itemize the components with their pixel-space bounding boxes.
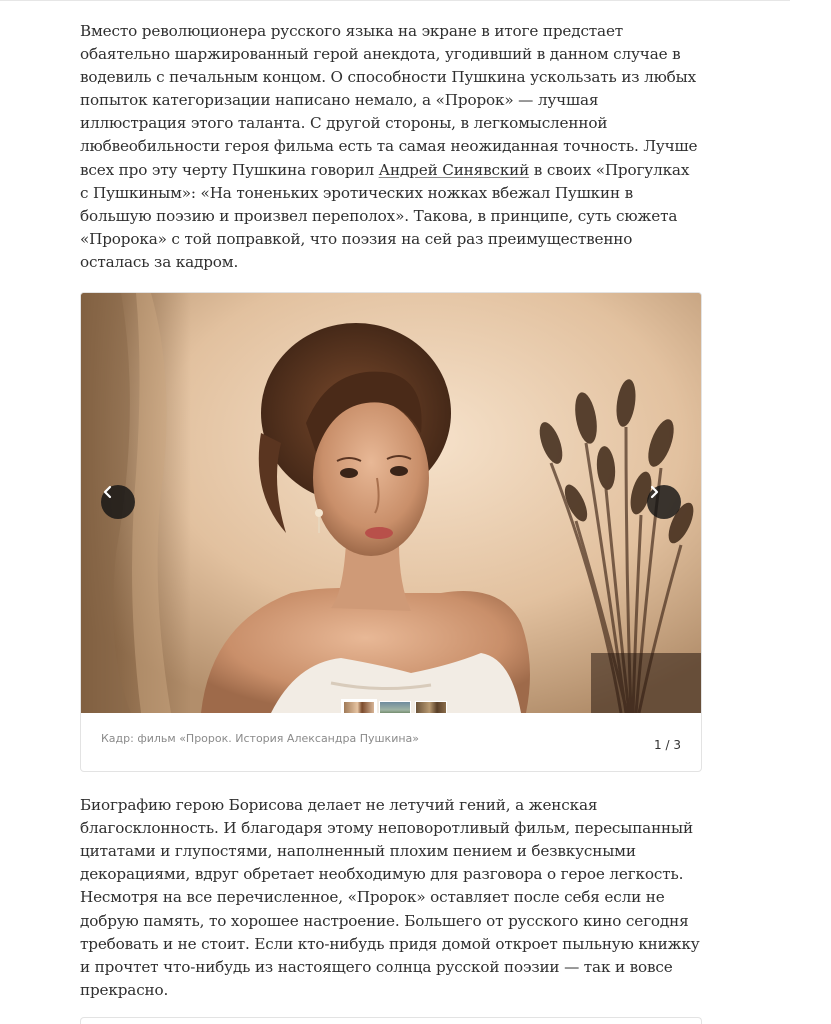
author-link[interactable]: Андрей Синявский xyxy=(378,160,530,179)
paragraph-text-after-link: в своих «Прогулках с Пушкиным»: «На тоненьких эротических ножках вбежал Пушкин в большую поэзию и произвел переполох». Такова, в принципе, суть сюжета «Пророка» с той поправкой, что поэзия на сей раз преимущественно осталась за кадром. xyxy=(80,160,690,271)
thumbnail-3[interactable] xyxy=(415,701,447,713)
chevron-left-icon xyxy=(101,485,115,499)
gallery-counter: 1 / 3 xyxy=(654,738,681,753)
gallery-image xyxy=(81,293,701,713)
thumbnail-2[interactable] xyxy=(379,701,411,713)
article-paragraph-1 xyxy=(80,20,700,274)
thumbnail-1[interactable] xyxy=(343,701,375,713)
article-body xyxy=(80,20,700,1002)
gallery-caption: Кадр: фильм «Пророк. История Александра Пушкина» xyxy=(101,731,420,745)
article-paragraph-2: Биографию герою Борисова делает не летучий гений, а женская благосклонность. И благодаря этому неповоротливый фильм, пересыпанный цитатами и глупостями, наполненный плохим пением и безвкусными декорациями, вдруг обретает необходимую для разговора о герое легкость. Несмотря на все перечисленное, «Пророк» оставляет после себя если не добрую память, то хорошее настроение. Большего от русского кино сегодня требовать и не стоит. Если кто-нибудь придя домой откроет пыльную книжку и прочтет что-нибудь из настоящего солнца русской поэзии — так и вовсе прекрасно. xyxy=(80,796,700,999)
photo-gallery xyxy=(80,292,702,772)
gallery-next-button[interactable] xyxy=(647,485,681,519)
top-divider xyxy=(0,0,790,1)
gallery-caption-bar xyxy=(81,713,701,771)
chevron-right-icon xyxy=(647,485,661,499)
film-still-illustration xyxy=(81,293,701,713)
paragraph-text-before-link: Вместо революционера русского языка на экране в итоге предстает обаятельно шаржированный герой анекдота, угодивший в данном случае в водевиль с печальным концом. О способности Пушкина ускользать из любых попыток категоризации написано немало, а «Пророк» — лучшая иллюстрация этого таланта. С другой стороны, в легкомысленной любвеобильности героя фильма есть та самая неожиданная точность. Лучше всех про эту черту Пушкина говорил xyxy=(80,22,698,179)
gallery-thumbnails xyxy=(343,701,447,713)
gallery-prev-button[interactable] xyxy=(101,485,135,519)
